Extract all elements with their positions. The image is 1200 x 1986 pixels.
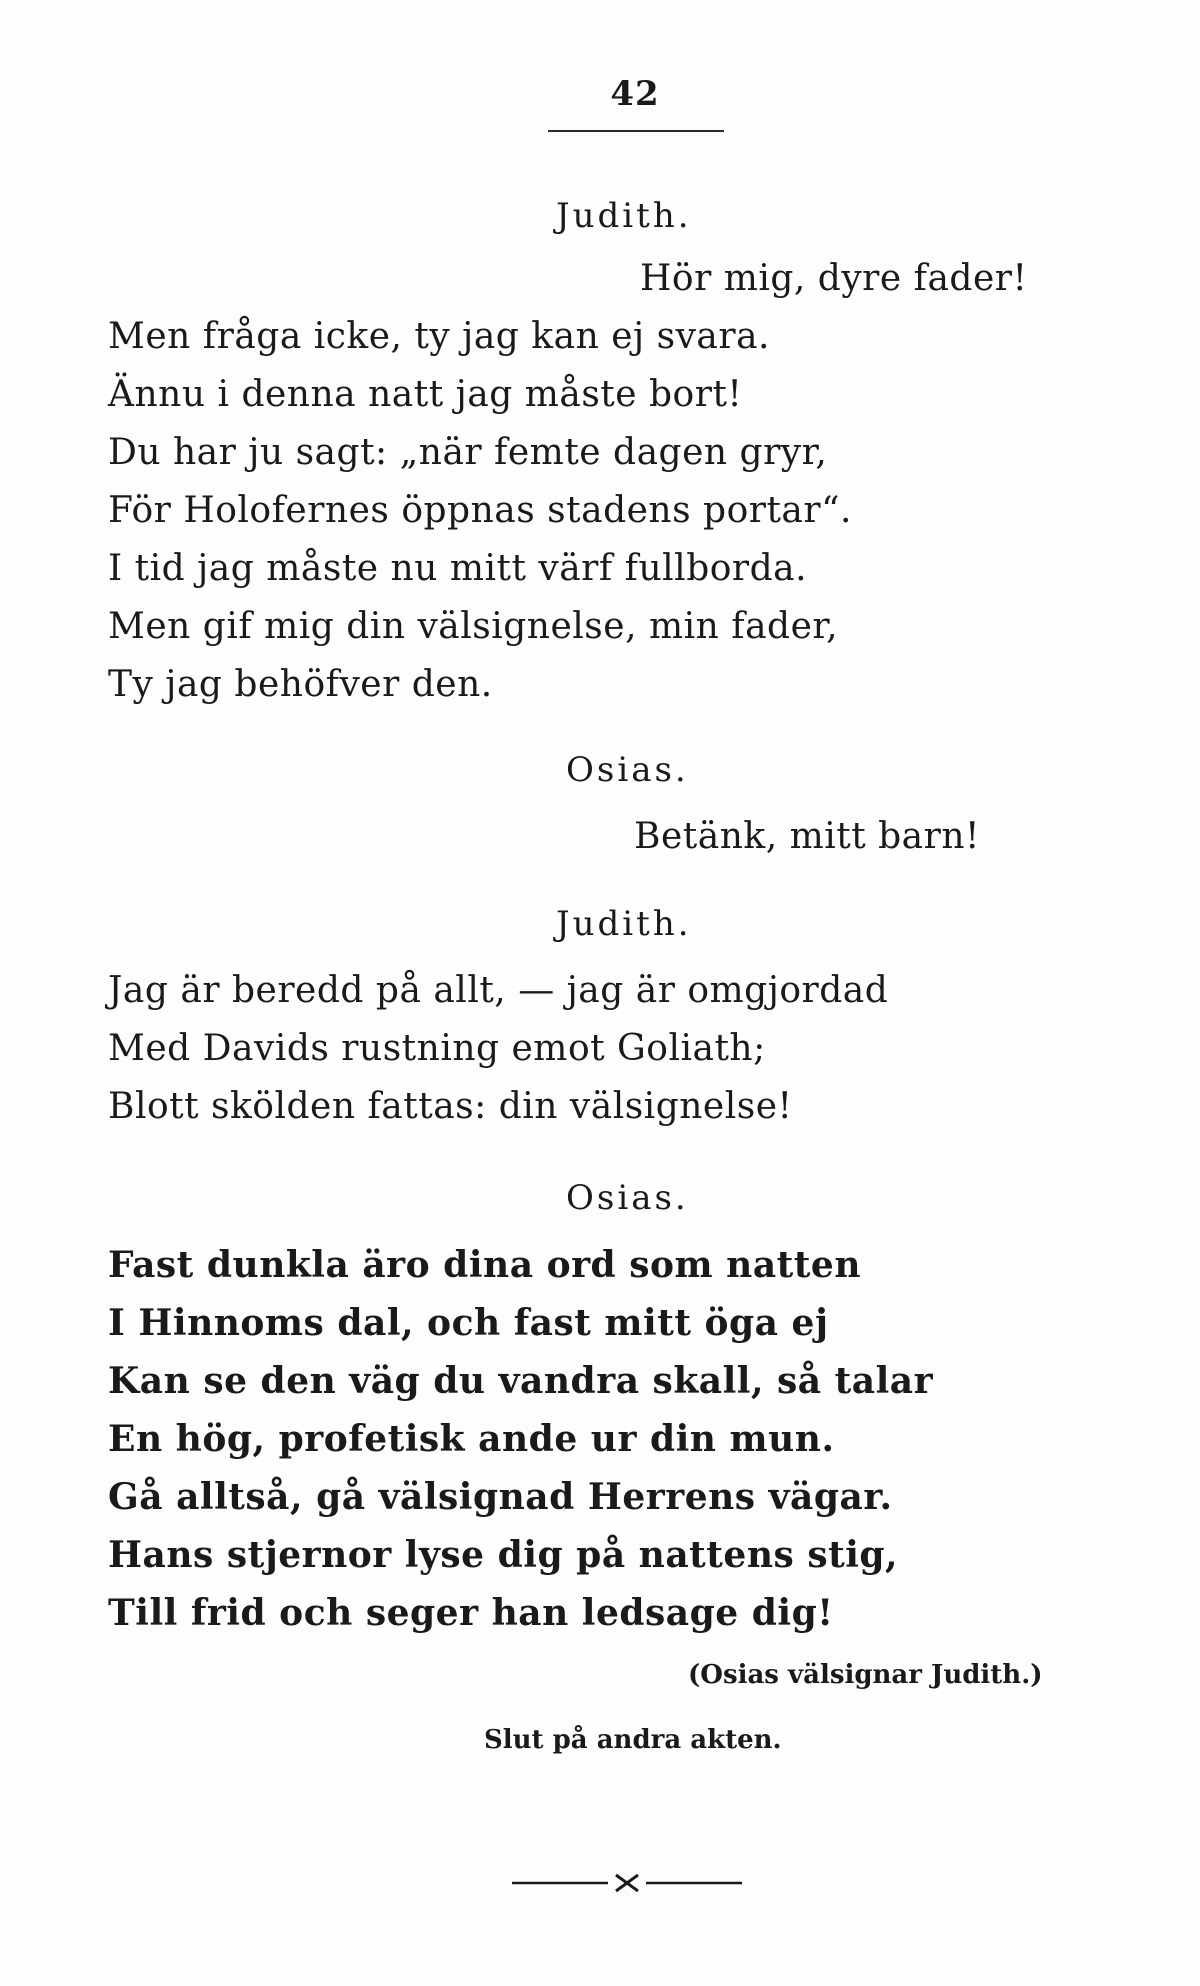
verse-line: Hör mig, dyre fader! xyxy=(640,258,1028,299)
act-end-text: Slut på andra akten. xyxy=(484,1725,782,1755)
verse-line: I Hinnoms dal, och fast mitt öga ej xyxy=(108,1302,829,1344)
verse-line: Hans stjernor lyse dig på nattens stig, xyxy=(108,1534,899,1576)
verse-line: Ännu i denna natt jag måste bort! xyxy=(108,374,743,415)
page-number: 42 xyxy=(610,74,660,114)
divider-ornament-icon xyxy=(512,1868,742,1898)
speaker-name: Judith. xyxy=(556,904,692,944)
header-rule xyxy=(548,130,724,132)
verse-line: För Holofernes öppnas stadens portar“. xyxy=(108,490,852,531)
stage-direction: (Osias välsignar Judith.) xyxy=(688,1660,1043,1690)
verse-line: Men fråga icke, ty jag kan ej svara. xyxy=(108,316,770,357)
verse-line: Ty jag behöfver den. xyxy=(108,664,493,705)
verse-line: I tid jag måste nu mitt värf fullborda. xyxy=(108,548,808,589)
verse-line: Till frid och seger han ledsage dig! xyxy=(108,1592,834,1634)
verse-line: Blott skölden fattas: din välsignelse! xyxy=(108,1086,793,1127)
verse-line: Betänk, mitt barn! xyxy=(634,816,980,857)
verse-line: Kan se den väg du vandra skall, så talar xyxy=(108,1360,934,1402)
speaker-name: Osias. xyxy=(566,750,689,790)
verse-line: Gå alltså, gå välsignad Herrens vägar. xyxy=(108,1476,893,1518)
verse-line: Fast dunkla äro dina ord som natten xyxy=(108,1244,861,1286)
verse-line: Du har ju sagt: „när femte dagen gryr, xyxy=(108,432,828,473)
verse-line: Jag är beredd på allt, — jag är omgjordad xyxy=(108,970,889,1011)
verse-line: Men gif mig din välsignelse, min fader, xyxy=(108,606,839,647)
speaker-name: Osias. xyxy=(566,1178,689,1218)
verse-line: En hög, profetisk ande ur din mun. xyxy=(108,1418,835,1460)
speaker-name: Judith. xyxy=(556,196,692,236)
verse-line: Med Davids rustning emot Goliath; xyxy=(108,1028,766,1069)
